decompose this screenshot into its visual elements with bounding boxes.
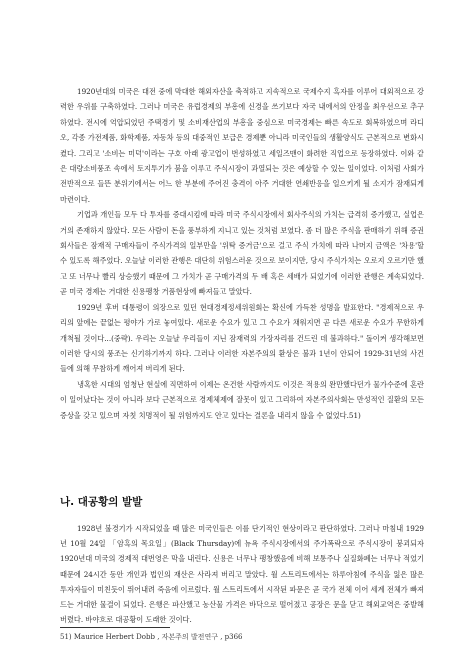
paragraph: 1929년 후버 대통령이 의장으로 있던 현대경제정세위원회는 확신에 가득찬 성명을 발표한다. "경제적으로 우리의 앞에는 끝없는 평야가 가로 놓여있다. 새로운 수요가 있고 그 수요가 채워지면 곧 다른 새로운 수요가 무한하게 개척될 것이다...(중략). 우리는 오늘날 우리들이 지닌 잠재력의 가장자리를 건드린 데 불과하다." 돌이켜 생각해보면 이러한 당시의 풍조는 신기하기까지 하다. 그러나 이러한 자본주의의 환상은 불과 1년이 안되어 1929-31년의 사건들에 의해 무참하게 깨어져 버리게 된다. — [60, 302, 424, 374]
paragraph: 1920년대의 미국은 대전 중에 막대한 해외자산을 축적하고 지속적으로 국제수지 흑자를 이루어 대외적으로 강력한 우위를 구축하였다. 그러나 미국은 유럽경제의 부흥에 신경을 쓰기보다 자국 내에서의 안정을 최우선으로 추구하였다. 전시에 억압되었던 주택경기 및 소비재산업의 부흥을 중심으로 미국경제는 빠른 속도로 회복하였으며 라디오, 각종 가전제품, 화학제품, 자동차 등의 대중적인 보급은 경제뿐 아니라 미국인들의 생활양식도 근본적으로 변화시켰다. 그리고 '소비는 미덕'이라는 구호 아래 광고업이 번성하였고 세일즈맨이 화려한 직업으로 등장하였다. 이와 같은 대량소비풍조 속에서 토지투기가 붐을 이루고 주식시장이 과열되는 것은 예상할 수 있는 일이었다. 이처럼 사회가 전반적으로 들뜬 분위기에서는 어느 한 부분에 주어진 충격이 아주 거대한 연쇄반응을 일으키게 될 소지가 잠재되게 마련이다. — [60, 87, 424, 204]
paragraph: 냉혹한 시대의 엄청난 현실에 직면하여 이제는 온건한 사람까지도 이것은 적용의 완만했다던가 물가수준에 혼란이 일어났다는 것이 아니라 보다 근본적으로 경제체제에 잘못이 있고 그리하여 자본주의사회는 만성적인 질환의 모든 증상을 갖고 있으며 자칫 치명적이 될 위험까지도 안고 있다는 결론을 내리지 않을 수 없었다.51) — [60, 379, 424, 420]
section-heading: 나. 대공황의 발발 — [60, 496, 143, 508]
footnote: 51) Maurice Herbert Dobb , 자본주의 발전연구 , p366 — [60, 633, 243, 641]
section-text — [60, 521, 424, 627]
footnote-divider — [60, 627, 170, 628]
paragraph: 기업과 개인들 모두 다 투자를 증대시킴에 따라 미국 주식시장에서 회사주식의 가치는 급격히 증가했고, 실업은 거의 존재하지 않았다. 모든 사람이 돈을 풍부하게 지니고 있는 것처럼 보였다. 좀 더 많은 주식을 판매하기 위해 증권회사들은 잠재적 구매자들이 주식가격의 일부만을 '위탁 증거금'으로 걸고 주식 가치에 따라 나머지 금액은 '차용'할 수 있도록 해주었다. 오늘날 이러한 관행은 대단히 위험스러운 것으로 보이지만, 당시 주식가치는 오로지 오르기만 했고 또 너무나 빨리 상승했기 때문에 그 가치가 곧 구매가격의 두 배 혹은 세배가 되었기에 이러한 관행은 계속되었다. 곧 미국 경제는 거대한 신용팽창 거품현상에 빠져들고 말았다. — [60, 210, 424, 297]
body-text — [60, 84, 424, 423]
paragraph: 1928년 불경기가 시작되었을 때 많은 미국인들은 이를 단기적인 현상이라고 판단하였다. 그러나 마침내 1929년 10월 24일 「암흑의 목요일」(Black Thursday)에 뉴욕 주식시장에서의 주가폭락으로 주식시장이 붕괴되자 1920년대 미국의 경제적 대번영은 막을 내린다. 신용은 너무나 팽창했음에 비해 보통주나 실질화폐는 너무나 적었기 때문에 24시간 동안 개인과 법인의 재산은 사라져 버리고 말았다. 월 스트리트에서는 하루아침에 주식을 잃은 많은 투자자들이 미친듯이 뛰어내려 죽음에 이르렀다. 월 스트리트에서 시작된 파문은 곧 국가 전체 이어 세계 전체가 빠져드는 거대한 물결이 되었다. 은행은 파산했고 농산물 가격은 바닥으로 떨어졌고 공장은 문을 닫고 해외교역은 중발해버렸다. 바야흐로 대공황이 도래한 것이다. — [60, 524, 424, 625]
